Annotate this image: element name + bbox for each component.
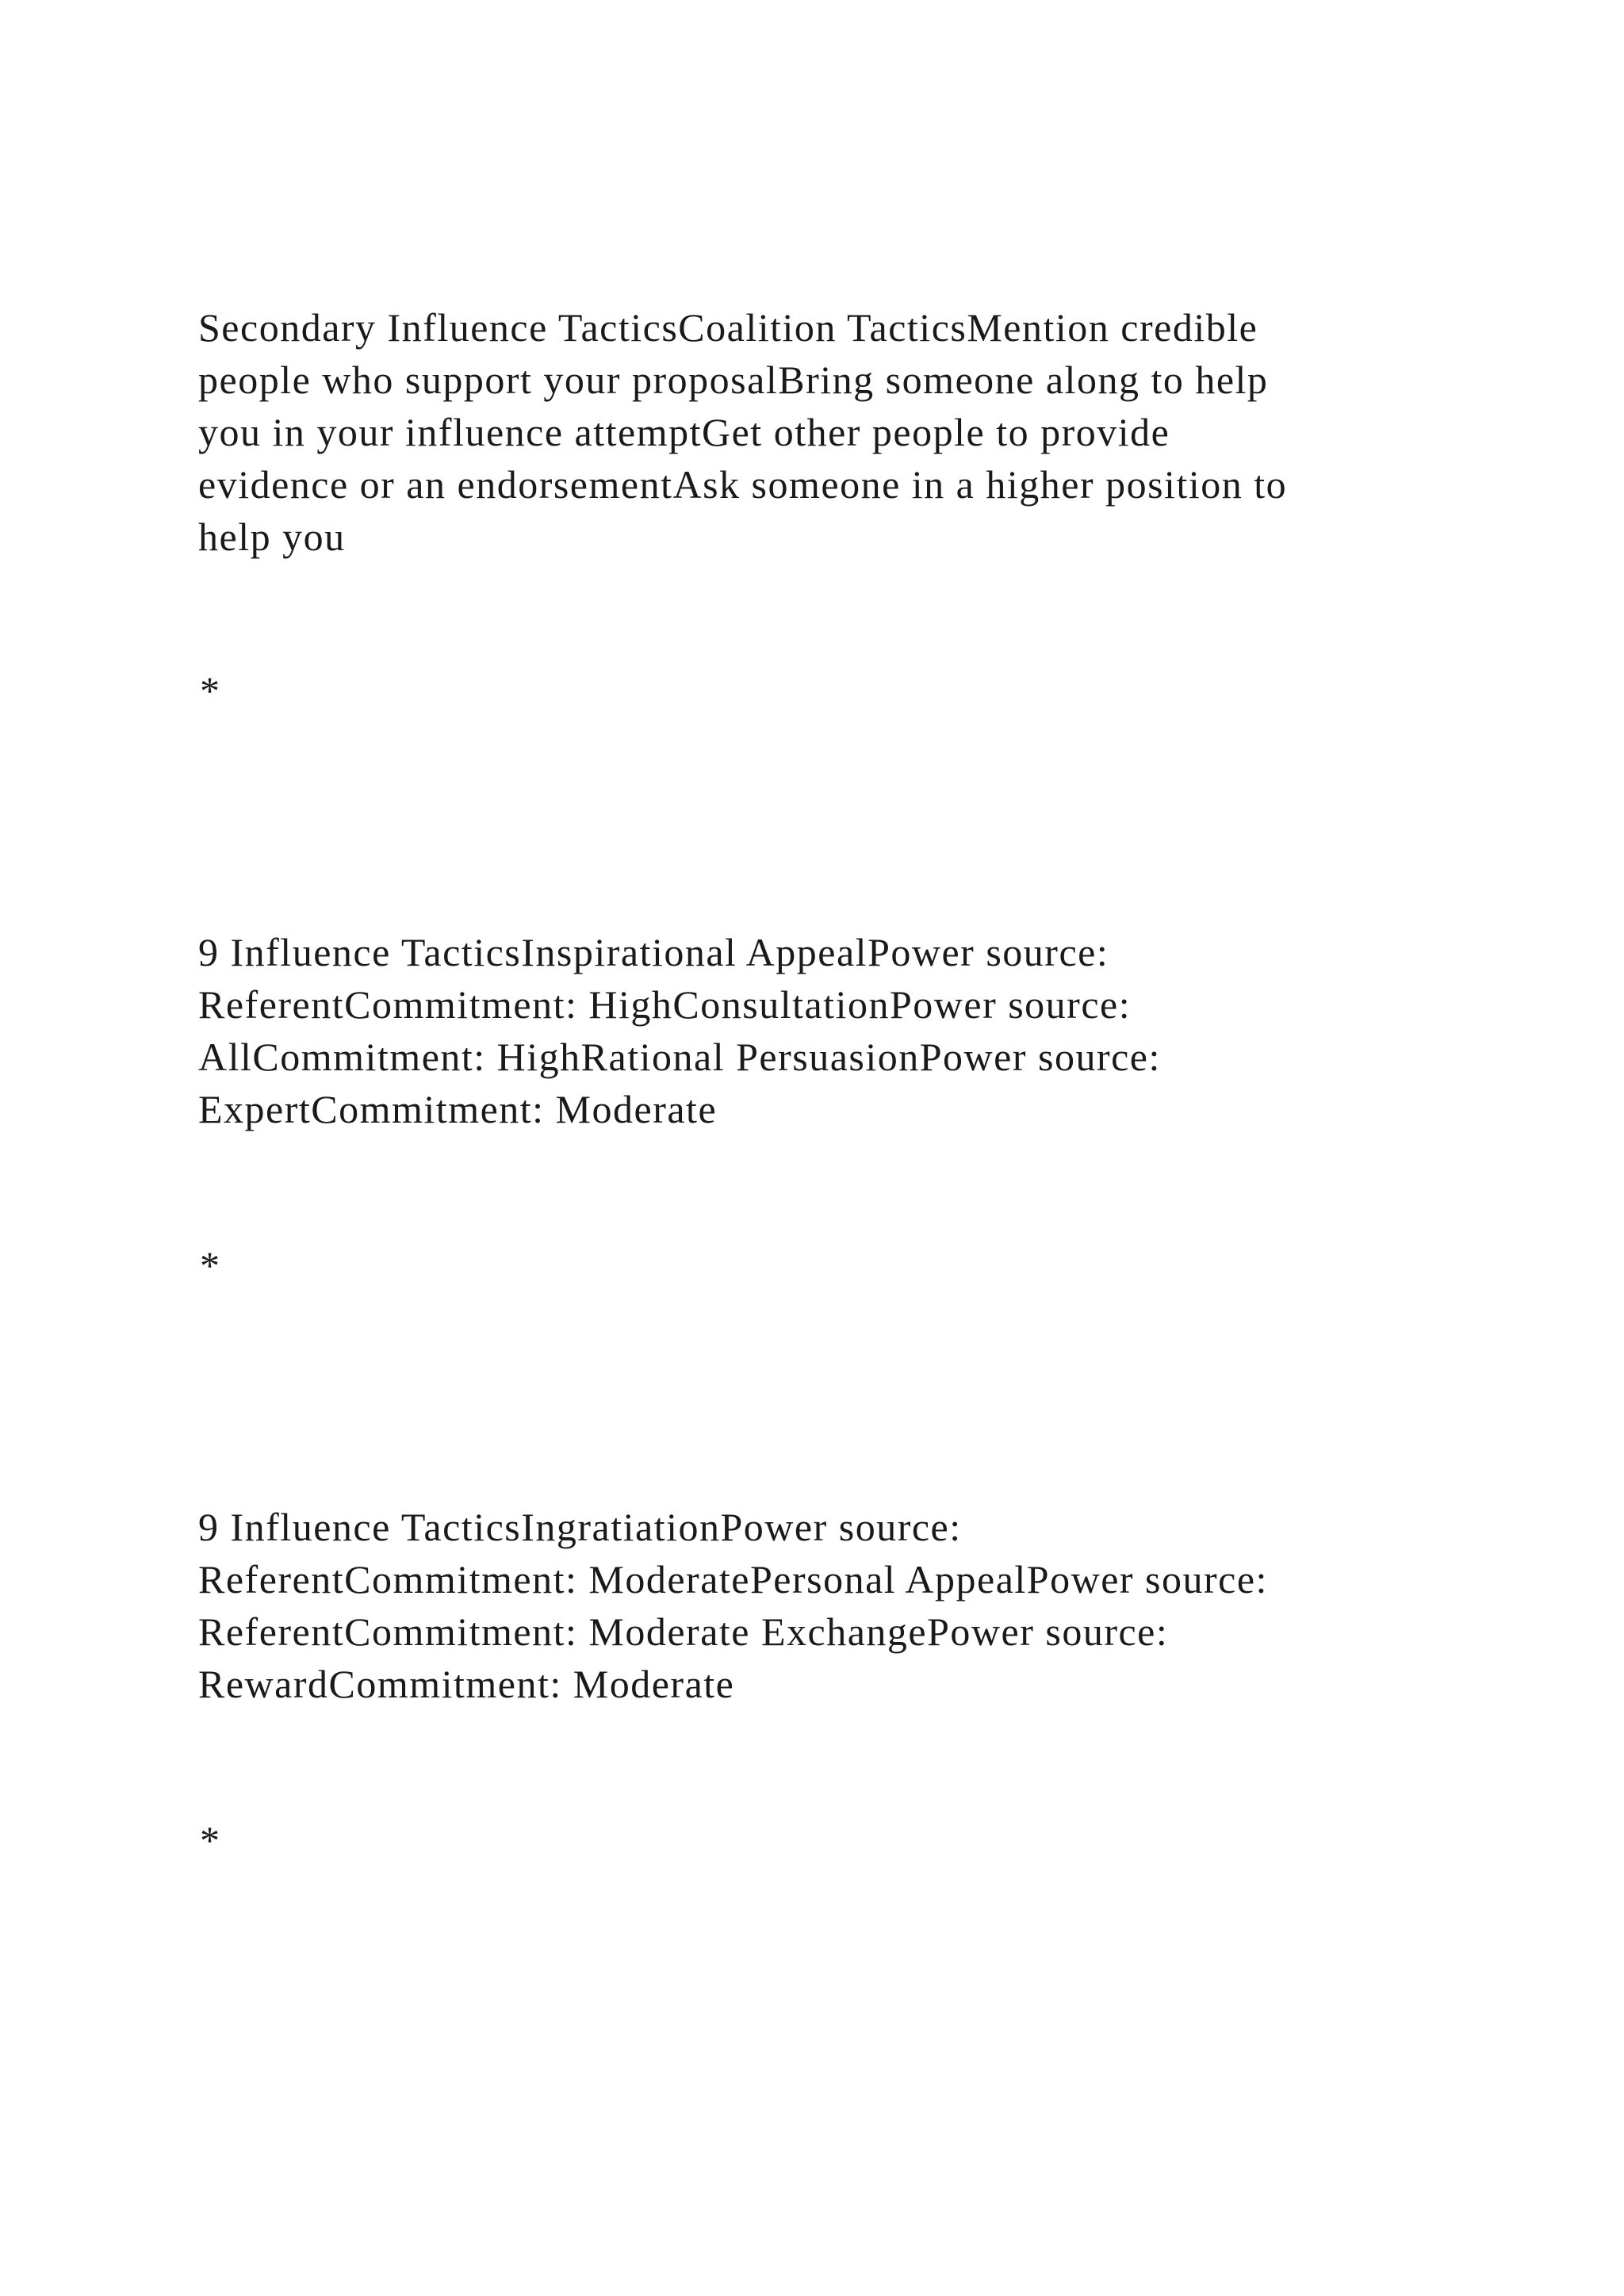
text-line: ReferentCommitment: ModeratePersonal AppealPower source: bbox=[198, 1557, 1268, 1601]
text-line: 9 Influence TacticsInspirational AppealPower source: bbox=[198, 930, 1109, 974]
text-line: you in your influence attemptGet other people to provide bbox=[198, 410, 1170, 454]
text-line: help you bbox=[198, 515, 346, 559]
slide-separator: * bbox=[200, 1818, 220, 1862]
text-line: 9 Influence TacticsIngratiationPower source: bbox=[198, 1505, 962, 1549]
text-line: people who support your proposalBring someone along to help bbox=[198, 358, 1269, 402]
text-line: evidence or an endorsementAsk someone in a higher position to bbox=[198, 462, 1288, 507]
text-line: RewardCommitment: Moderate bbox=[198, 1662, 735, 1706]
paragraph-secondary-influence-tactics bbox=[198, 301, 1287, 563]
text-line: Secondary Influence TacticsCoalition TacticsMention credible bbox=[198, 305, 1258, 350]
slide-separator: * bbox=[200, 1243, 220, 1288]
paragraph-influence-tactics-1 bbox=[198, 926, 1161, 1135]
text-line: ReferentCommitment: HighConsultationPower source: bbox=[198, 982, 1132, 1027]
text-line: AllCommitment: HighRational PersuasionPower source: bbox=[198, 1035, 1161, 1079]
text-line: ReferentCommitment: Moderate ExchangePower source: bbox=[198, 1609, 1169, 1654]
paragraph-influence-tactics-2 bbox=[198, 1501, 1268, 1710]
slide-separator: * bbox=[200, 668, 220, 713]
text-line: ExpertCommitment: Moderate bbox=[198, 1087, 718, 1131]
